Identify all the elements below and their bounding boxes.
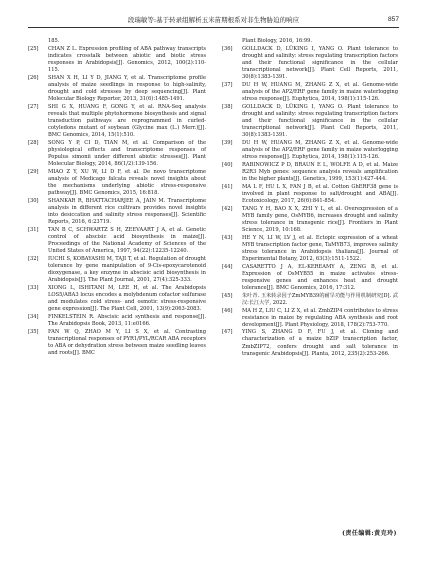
reference-entry — [28, 140, 206, 168]
reference-text: SHAN X H, LI Y D, JIANG Y, et al. Transcriptome profile analysis of maize seedlings in response to high-salinity, drought and cold stresses by deep sequencing[J]. Plant Molecular Biology Reporter, 2013, 31(6):1485-1491. — [48, 74, 206, 102]
reference-entry — [222, 46, 398, 81]
reference-entry — [222, 104, 398, 139]
reference-number: [31] — [28, 226, 39, 233]
reference-entry — [222, 38, 398, 45]
reference-entry — [28, 256, 206, 284]
reference-number: [28] — [28, 139, 39, 146]
reference-entry — [222, 264, 398, 292]
reference-entry — [222, 82, 398, 103]
reference-entry — [222, 293, 398, 307]
reference-entry — [28, 38, 206, 45]
editor-note: (责任编辑:黄克玲) — [342, 530, 397, 537]
reference-entry — [28, 198, 206, 226]
reference-number: [27] — [28, 103, 39, 110]
reference-text: MIAO Z Y, XU W, LI D F, et al. De novo transcriptome analysis of Medicago falcata reveals novel insights about the mechanisms underlying abiotic stress-responsive pathway[J]. BMC Genomics, 2015, 16:818. — [48, 168, 206, 196]
reference-entry — [222, 140, 398, 161]
reference-text: Plant Biology, 2016, 16:99. — [242, 38, 313, 44]
reference-number: [43] — [222, 234, 233, 241]
running-head — [28, 13, 399, 27]
reference-entry — [28, 46, 206, 74]
reference-text: DU H W, HUANG M, ZHANG Z X, et al. Genome-wide analysis of the AP2/ERF gene family in maize waterlogging stress response[J]. Euphytica, 2014, 198(1):115-126. — [242, 139, 398, 160]
reference-text: SHI G X, HUANG F, GONG Y, et al. RNA-Seq analysis reveals that multiple phytohormone biosynthesis and signal transduction pathways are reprogrammed in curled-cotyledons mutant of soybean (Glycine max (L.) Merr.)[J]. BMC Genomics, 2014, 15(1):510. — [48, 103, 206, 138]
reference-number: [29] — [28, 168, 39, 175]
reference-number: [47] — [222, 329, 233, 336]
references-left-column — [28, 38, 206, 358]
reference-number: [38] — [222, 103, 233, 110]
reference-entry — [222, 308, 398, 329]
references-right-column — [222, 38, 398, 358]
reference-number: [33] — [28, 284, 39, 291]
reference-entry — [28, 285, 206, 313]
reference-number: [30] — [28, 197, 39, 204]
reference-entry — [28, 329, 206, 357]
reference-entry — [222, 184, 398, 205]
reference-number: [41] — [222, 183, 233, 190]
reference-number: [34] — [28, 313, 39, 320]
reference-entry — [28, 314, 206, 328]
reference-number: [39] — [222, 139, 233, 146]
reference-number: [35] — [28, 328, 39, 335]
reference-text: MA H Z, LIU C, LI Z X, et al. ZmbZIP4 contributes to stress resistance in maize by regulating ABA synthesis and root development[J]. Plant Physiology, 2018, 178(2):753-770. — [242, 307, 398, 328]
reference-entry — [222, 162, 398, 183]
reference-text: TAN B C, SCHWARTZ S H, ZEEVAART J A, et al. Genetic control of abscisic acid biosynthesis in maize[J]. Proceedings of the National Academy of Sciences of the United States of America, 1997, 94(22):12235-12240. — [48, 226, 206, 254]
reference-entry — [222, 329, 398, 357]
reference-text: YING S, ZHANG D F, FU J, et al. Cloning and characterization of a maize bZIP transcription factor, ZmbZIP72, confers drought and salt tolerance in transgenic Arabidopsis[J]. Planta, 2012, 235(2):253-266. — [242, 329, 398, 357]
reference-text: SONG Y P, CI D, TIAN M, et al. Comparison of the physiological effects and transcriptome responses of Populus simonii under different abiotic stresses[J]. Plant Molecular Biology, 2014, 86(1/2):139-156. — [48, 139, 206, 167]
reference-text: FAN W Q, ZHAO M Y, LI S X, et al. Contrasting transcriptional responses of PYR1/PYL/RCAR ABA receptors to ABA or dehydration stress between maize seedling leaves and roots[J]. BMC — [48, 328, 206, 356]
reference-number: [36] — [222, 45, 233, 52]
reference-entry — [28, 75, 206, 103]
reference-number: [26] — [28, 74, 39, 81]
reference-number: [42] — [222, 205, 233, 212]
reference-number: [32] — [28, 255, 39, 262]
reference-entry — [28, 104, 206, 139]
reference-text: CASARETTO J A, EL-KEREAMY A, ZENG B, et al. Expression of OsMYB55 in maize activates stress-responsive genes and enhances heat and drought tolerance[J]. BMC Genomics, 2016, 17:312. — [242, 263, 398, 291]
reference-text: GOLLDACK D, LÜKING I, YANG O. Plant tolerance to drought and salinity: stress regulating transcription factors and their functional significance in the cellular transcriptional network[J]. Plant Cell Reports, 2011, 30(8):1383-1391. — [242, 103, 398, 138]
reference-number: [25] — [28, 45, 39, 52]
page-number: 857 — [387, 16, 399, 23]
reference-text: HE Y N, LI W, LV J, et al. Ectopic expression of a wheat MYB transcription factor gene, TaMYB73, improves salinity stress tolerance in Arabidopsis thaliana[J]. Journal of Experimental Botany, 2012, 63(3):1511-1522. — [242, 234, 398, 262]
reference-text: 185. — [48, 38, 60, 44]
reference-text: MA L F, HU L X, FAN J B, et al. Cotton GhERF38 gene is involved in plant response to salt/drought and ABA[J]. Ecotoxicology, 2017, 26(6):841-854. — [242, 183, 398, 204]
reference-entry — [222, 235, 398, 263]
reference-text: TANG Y H, BAO X X, ZHI Y L, et al. Overexpression of a MYB family gene, OsMYB6, increases drought and salinity stress tolerance in transgenic rice[J]. Frontiers in Plant Science, 2019, 10:168. — [242, 205, 398, 233]
reference-text: FINKELSTEIN R. Abscisic acid synthesis and response[J]. The Arabidopsis Book, 2013, 11:e0166. — [48, 313, 206, 327]
reference-text: RABINOWICZ P D, BRAUN E L, WOLFE A D, et al. Maize R2R3 Myb genes: sequence analysis reveals amplification in the higher plants[J]. Genetics, 1999, 153(1):427-444. — [242, 161, 398, 182]
reference-text: SHANKAR R, BHATTACHARJEE A, JAIN M. Transcriptome analysis in different rice cultivars provides novel insights into desiccation and salinity stress responses[J]. Scientific Reports, 2016, 6:23719. — [48, 197, 206, 225]
reference-entry — [28, 227, 206, 255]
reference-text: GOLLDACK D, LÜKING I, YANG O. Plant tolerance to drought and salinity: stress regulating transcription factors and their functional significance in the cellular transcriptional network[J]. Plant Cell Reports, 2011, 30(8):1383-1391. — [242, 45, 398, 81]
reference-number: [40] — [222, 161, 233, 168]
reference-number: [46] — [222, 307, 233, 314]
reference-text: CHAN Z L. Expression profiling of ABA pathway transcripts indicates crosstalk between abiotic and biotic stress responses in Arabidopsis[J]. Genomics, 2012, 100(2):110-115. — [48, 45, 206, 73]
reference-text: XIONG L, ISHITANI M, LEE H, et al. The Arabidopsis LOS5/ABA3 locus encodes a molybdenum cofactor sulfurase and modulates cold stress- and osmotic stress-responsive gene expression[J]. The Plant Cell, 2001, 13(9):2063-2083. — [48, 284, 206, 312]
header-rule — [28, 27, 399, 28]
reference-text: DU H W, HUANG M, ZHANG Z X, et al. Genome-wide analysis of the AP2/ERF gene family in maize waterlogging stress response[J]. Euphytica, 2014, 198(1):115-126. — [242, 81, 398, 102]
reference-number: [37] — [222, 81, 233, 88]
reference-entry — [28, 169, 206, 197]
reference-text: 朱叶青. 玉米转录因子ZmMYB39的耐旱功能与作用机制研究[D]. 武汉:长江大学, 2022. — [242, 292, 398, 306]
reference-number: [44] — [222, 263, 233, 270]
reference-text: IUCHI S, KOBAYASHI M, TAJI T, et al. Regulation of drought tolerance by gene manipulation of 9-Cis-epoxycarotenoid dioxygenase, a key enzyme in abscisic acid biosynthesis in Arabidopsis[J]. The Plant Journal, 2001, 27(4):325-333. — [48, 255, 206, 283]
reference-entry — [222, 206, 398, 234]
reference-number: [45] — [222, 292, 233, 299]
running-head-title: 段瑞敏等:基于转录组解析玉米苗期根系对非生物胁迫的响应 — [127, 16, 300, 24]
